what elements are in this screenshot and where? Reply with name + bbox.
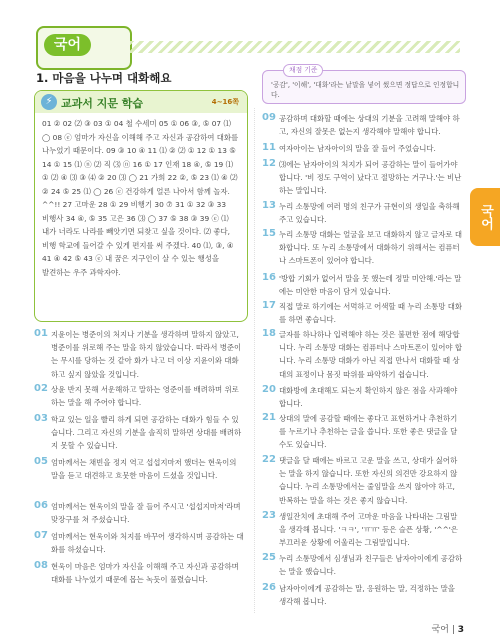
item-number: 13 xyxy=(262,200,276,211)
item-text: 엄마께서는 현욱이의 말을 잘 들어 주시고 '섭섭지마저'라며 맞장구를 쳐 주셨습니다. xyxy=(51,502,241,525)
item-number: 02 xyxy=(34,383,48,394)
item-text: 현욱이 마음은 엄마가 자신을 이해해 주고 자신과 공감하며 대화를 나누었기 때문에 몹는 녹듯이 풀렸습니다. xyxy=(51,562,239,585)
item-text: 상윤 반지 못해 서운해하고 말하는 영준이를 배려하며 위로하는 말을 해 주어야 합니다. xyxy=(51,385,239,408)
item-text: 남자아이에게 공감하는 말, 응원하는 말, 걱정하는 말을 생각해 봅니다. xyxy=(279,584,455,607)
header-decoration xyxy=(130,41,460,53)
item-number: 11 xyxy=(262,142,276,153)
page-footer: 국어 | 3 xyxy=(431,625,464,635)
scoring-criteria-text: '공감', '이해', '대화'라는 낱말을 넣어 썼으면 정답으로 인정합니다. xyxy=(271,81,460,99)
answer-key-text: 01 ② 02 ⑵ ③ 03 ① 04 철 수세미 05 ① 06 ③, ⑤ 07 ⑴ ◯ 08 ⓔ 엄마가 자신을 이해해 주고 자신과 공감하여 대화를 나누었기 때문이다. 09 ③ 10 ④ 11 ⑴ ② ⑵ ① 12 ① 13 ⑤ 14 ① 15 ⑴ ⓝ ⑵ 직 ⑶ ⓝ 16 ① 17 인재 18 ④, ⑤ 19 ⑴ ① ⑵ ④ ⑶ ③ ⑷ ② 20 ⑶ ◯ 21 가희 22 ②, ⑤ 23 ⑴ ④ ⑵ ② 24 ⑤ 25 ⑴ ◯ 26 ⓔ 건강하게 얼른 나아서 함께 놀자. ^^!! 27 고마운 28 ① 29 비행기 30 ⑦ 31 ① 32 ③ 33 비행사 34 ④, ⑤ 35 고은 36 ⑶ ◯ 37 ⑤ 38 ③ 39 ⓔ ⑴ 내가 너라도 나라를 빼앗기면 되찾고 싶을 것이다. ⑵ 좋다, 비행 학교에 들어갈 수 있게 편지를 써 주겠다. 40 ⑴, ③, ④ 41 ④ 42 ⑤ 43 ⓔ 내 꿈은 지구인이 살 수 있는 행성을 발견하는 우주 과학자야. xyxy=(42,119,239,277)
item-number: 23 xyxy=(262,510,276,521)
answer-card xyxy=(34,90,248,322)
item-text: 직접 말로 하기에는 서먹하고 어색할 때 누리 소통망 대화를 하면 좋습니다. xyxy=(279,302,463,325)
item-text: 대화방에 초대해도 되는지 확인하지 않은 점을 사과해야 합니다. xyxy=(279,386,458,409)
subject-title: 국어 xyxy=(44,34,91,56)
footer-subject: 국어 xyxy=(431,625,449,635)
item-number: 07 xyxy=(34,530,48,541)
item-text: 누리 소통망에 여러 명의 친구가 규현이의 생일을 축하해 주고 있습니다. xyxy=(279,202,460,225)
item-text: '방합 기회가 없어서 말을 못 했는데 정말 미안해.'라는 말에는 미안한 마음이 담겨 있습니다. xyxy=(279,274,462,297)
item-text: 누리 소통망 대화는 얼굴을 보고 대화하지 않고 글자로 대화합니다. 또 누리 소통망에서 대화하기 위해서는 컴퓨터나 스마트폰이 있어야 합니다. xyxy=(279,230,463,266)
item-number: 06 xyxy=(34,500,48,511)
item-number: 16 xyxy=(262,272,276,283)
item-number: 26 xyxy=(262,582,276,593)
scoring-criteria-box xyxy=(262,66,466,104)
lightning-icon: ⚡ xyxy=(41,94,57,110)
item-number: 12 xyxy=(262,158,276,169)
unit-title: 1. 마음을 나누며 대화해요 xyxy=(36,71,172,85)
answer-card-header xyxy=(35,91,247,113)
side-subject-tab[interactable]: 국어 xyxy=(470,188,500,246)
item-number: 21 xyxy=(262,412,276,423)
item-number: 25 xyxy=(262,552,276,563)
item-text: 엄마께서는 채빈을 정지 역고 섭섭지마저 했더는 현욱이의 말을 듣고 대견하고 흐뭇한 마음이 드셨을 것입니다. xyxy=(51,458,237,481)
item-number: 15 xyxy=(262,228,276,239)
item-text: ⑶에는 남자아이의 처지가 되어 공감하는 말이 들어가야 합니다. '비 정도 구역이 났다고 절망하는 거구나.'는 비난하는 말입니다. xyxy=(279,160,462,196)
item-number: 08 xyxy=(34,560,48,571)
scoring-criteria-tag: 채점 기준 xyxy=(283,64,323,77)
item-number: 01 xyxy=(34,328,48,339)
item-number: 05 xyxy=(34,456,48,467)
item-number: 09 xyxy=(262,112,276,123)
item-number: 20 xyxy=(262,384,276,395)
item-text: 지윤이는 병준이의 처지나 기분을 생각하며 말하지 않았고, 병준이를 위로해 주는 말을 하지 않았습니다. 따라서 병준이는 무시를 당하는 것 같아 화가 나고 더 이상 지윤이와 대화하고 싶지 않았을 것입니다. xyxy=(51,330,242,379)
column-divider xyxy=(254,108,255,613)
item-text: 누리 소통망에서 심생님과 친구들은 남자아이에게 공감하는 말을 했습니다. xyxy=(279,554,463,577)
answer-card-pages: 4~16쪽 xyxy=(211,98,239,106)
item-number: 17 xyxy=(262,300,276,311)
answer-card-title: 교과서 지문 학습 xyxy=(61,97,144,110)
item-number: 22 xyxy=(262,454,276,465)
item-text: 엄마께서는 현욱이와 처지를 바꾸어 생각하시며 공감하는 대화를 하셨습니다. xyxy=(51,532,244,555)
item-text: 글자를 하나하나 입력해야 하는 것은 불편한 점에 해당합니다. 누리 소통망 대화는 컴퓨터나 스마트폰이 있어야 합니다. 누리 소통망 대화가 아닌 직접 만나서 대화할 때 상대의 표정이나 몸짓 따위를 파악하기 쉽습니다. xyxy=(279,330,463,379)
item-text: 생일잔치에 초대해 주어 고마운 마음을 나타내는 그림말을 생각해 봅니다. 'ㅋㅋ', 'ㅠㅠ' 등은 슬픈 상황, '^^'은 부끄러운 상황에 어울리는 그림말입니다. xyxy=(279,512,458,548)
item-number: 03 xyxy=(34,413,48,424)
item-text: 학교 있는 일을 빨리 하게 되면 공감하는 대화가 힘들 수 있습니다. 그리고 자신의 기분을 솔직히 말하면 상대를 배려하지 못할 수 있습니다. xyxy=(51,415,242,451)
page-number: 3 xyxy=(457,625,464,635)
item-text: 상대의 말에 공감할 때에는 좋다고 표현하거나 추천하기를 누르기나 추천하는 글을 씁니다. 또한 좋은 댓글을 달 수도 있습니다. xyxy=(279,414,458,450)
item-number: 18 xyxy=(262,328,276,339)
item-text: 여자아이는 남자아이의 말을 잘 들어 주었습니다. xyxy=(279,144,436,153)
item-text: 공감하며 대화할 때에는 상대의 기분을 고려해 말해야 하고, 자신의 잘못은 없는지 생각해야 말해야 합니다. xyxy=(279,114,460,137)
item-text: 댓글을 달 때에는 바르고 고운 말을 쓰고, 상대가 싫어하는 말을 하지 않습니다. 또한 자신의 의견만 강요하지 않습니다. 누리 소통망에서는 줄임말을 쓰지 않아야 하고, 반복하는 말을 하는 것은 좋지 않습니다. xyxy=(279,456,458,505)
